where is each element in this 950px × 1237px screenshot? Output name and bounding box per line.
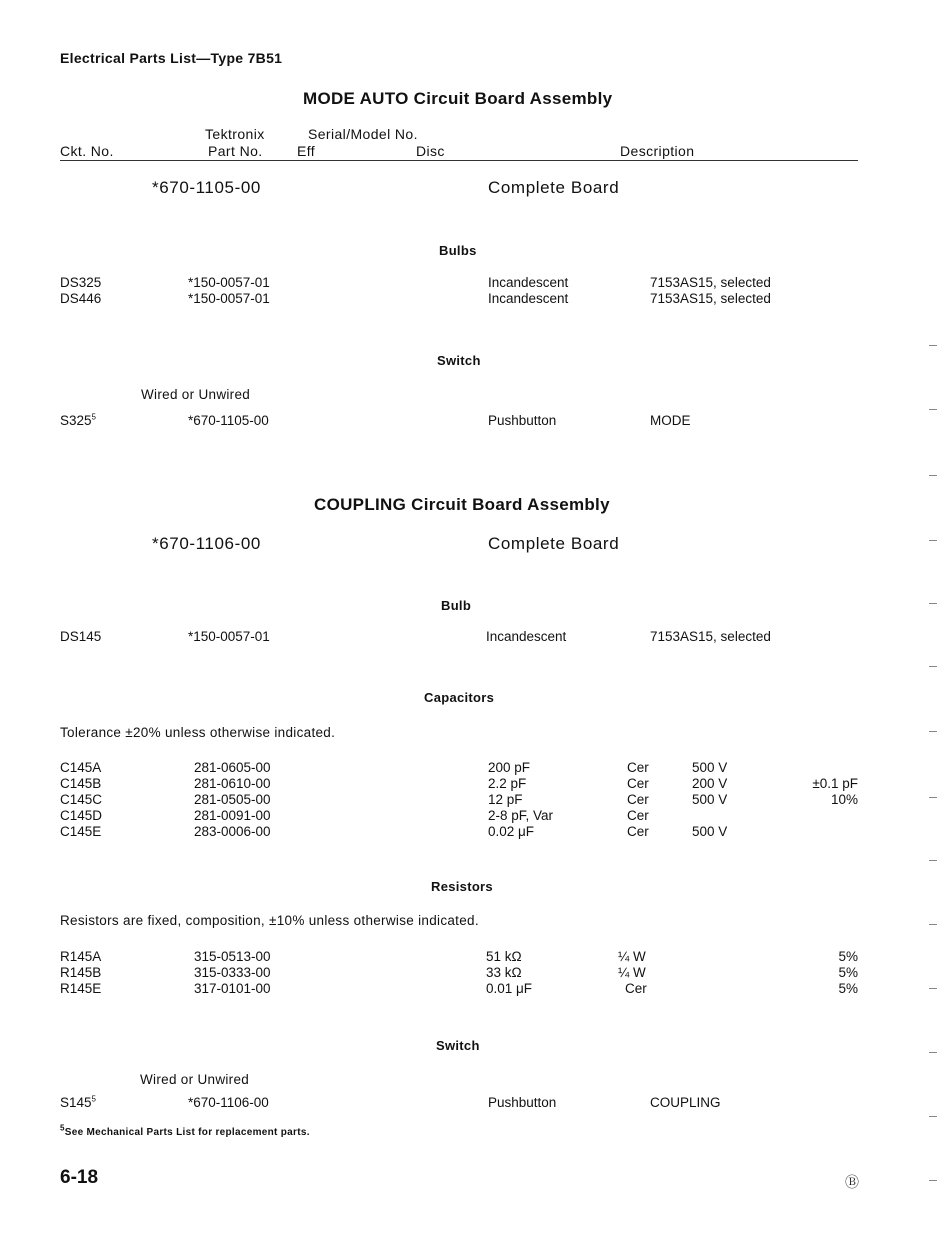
voltage: 500 V [692, 792, 728, 807]
ckt-no: DS325 [60, 275, 102, 290]
ckt-no: C145C [60, 792, 103, 807]
part-no: *150-0057-01 [188, 291, 270, 306]
value: 51 kΩ [486, 949, 522, 964]
value: 2-8 pF, Var [488, 808, 554, 823]
ckt-no: R145B [60, 965, 102, 980]
wired-label: Wired or Unwired [140, 1072, 250, 1087]
part-no: *670-1105-00 [188, 413, 269, 428]
part-no: 315-0513-00 [194, 949, 271, 964]
ckt-no: $S145^5$ [60, 1094, 96, 1110]
col-description: Description [620, 143, 695, 159]
part-no: 281-0091-00 [194, 808, 271, 823]
mode-auto-board-desc: Complete Board [488, 178, 620, 197]
switch-heading: Switch [436, 1038, 480, 1053]
rating: ¼ W [618, 949, 646, 964]
ckt-no: C145D [60, 808, 103, 823]
col-tektronix: Tektronix [205, 126, 265, 142]
col-disc: Disc [416, 143, 445, 159]
col-serial-model: Serial/Model No. [308, 126, 418, 142]
type: Cer [627, 808, 649, 823]
part-no: 281-0505-00 [194, 792, 271, 807]
value: 2.2 pF [488, 776, 527, 791]
description-detail: 7153AS15, selected [650, 629, 771, 644]
coupling-board-desc: Complete Board [488, 534, 620, 553]
part-no: 283-0006-00 [194, 824, 271, 839]
tolerance: 5% [838, 965, 858, 980]
ckt-no: DS446 [60, 291, 102, 306]
tolerance: 10% [830, 792, 858, 807]
resistors-heading: Resistors [431, 879, 493, 894]
part-no: *670-1106-00 [188, 1095, 269, 1110]
tolerance: 5% [838, 981, 858, 996]
tolerance: 5% [838, 949, 858, 964]
rating: ¼ W [618, 965, 646, 980]
part-no: *150-0057-01 [188, 629, 270, 644]
revision-mark: Ⓑ [845, 1174, 859, 1190]
header-rule [60, 160, 858, 161]
type: Cer [627, 776, 649, 791]
wired-label: Wired or Unwired [141, 387, 251, 402]
capacitors-note: Tolerance ±20% unless otherwise indicated. [60, 725, 336, 740]
col-part-no: Part No. [208, 143, 263, 159]
mode-auto-board-part: *670-1105-00 [152, 178, 261, 197]
part-no: 281-0610-00 [194, 776, 271, 791]
description: Incandescent [488, 275, 569, 290]
tolerance: ±0.1 pF [812, 776, 858, 791]
part-no: 281-0605-00 [194, 760, 271, 775]
value: 0.02 μF [488, 824, 535, 839]
ckt-no: DS145 [60, 629, 102, 644]
page-number: 6-18 [60, 1167, 99, 1188]
description-detail: 7153AS15, selected [650, 291, 771, 306]
footnote: $^5$See Mechanical Parts List for replacement parts. [60, 1123, 310, 1138]
description: Incandescent [488, 291, 569, 306]
coupling-title: COUPLING Circuit Board Assembly [314, 495, 610, 514]
mode-auto-title: MODE AUTO Circuit Board Assembly [303, 89, 613, 108]
description: Pushbutton [488, 413, 557, 428]
ckt-no: R145E [60, 981, 102, 996]
ckt-no: C145E [60, 824, 102, 839]
description: Incandescent [486, 629, 567, 644]
rating: Cer [625, 981, 647, 996]
type: Cer [627, 760, 649, 775]
switch-heading: Switch [437, 353, 481, 368]
voltage: 200 V [692, 776, 728, 791]
bulb-heading: Bulb [441, 598, 472, 613]
part-no: *150-0057-01 [188, 275, 270, 290]
type: Cer [627, 792, 649, 807]
part-no: 317-0101-00 [194, 981, 271, 996]
type: Cer [627, 824, 649, 839]
value: 200 pF [488, 760, 531, 775]
page-header: Electrical Parts List—Type 7B51 [60, 50, 283, 66]
description-detail: 7153AS15, selected [650, 275, 771, 290]
ckt-no: R145A [60, 949, 102, 964]
bulbs-heading: Bulbs [439, 243, 477, 258]
description: Pushbutton [488, 1095, 557, 1110]
resistors-note: Resistors are fixed, composition, ±10% unless otherwise indicated. [60, 913, 479, 928]
ckt-no: C145A [60, 760, 102, 775]
coupling-board-part: *670-1106-00 [152, 534, 261, 553]
col-ckt-no: Ckt. No. [60, 143, 114, 159]
description-detail: MODE [650, 413, 691, 428]
value: 12 pF [488, 792, 523, 807]
value: 33 kΩ [486, 965, 522, 980]
description-detail: COUPLING [650, 1095, 721, 1110]
capacitors-heading: Capacitors [424, 690, 495, 705]
value: 0.01 μF [486, 981, 533, 996]
voltage: 500 V [692, 760, 728, 775]
ckt-no: C145B [60, 776, 102, 791]
voltage: 500 V [692, 824, 728, 839]
col-eff: Eff [297, 143, 316, 159]
part-no: 315-0333-00 [194, 965, 271, 980]
ckt-no: $S325^5$ [60, 412, 96, 428]
